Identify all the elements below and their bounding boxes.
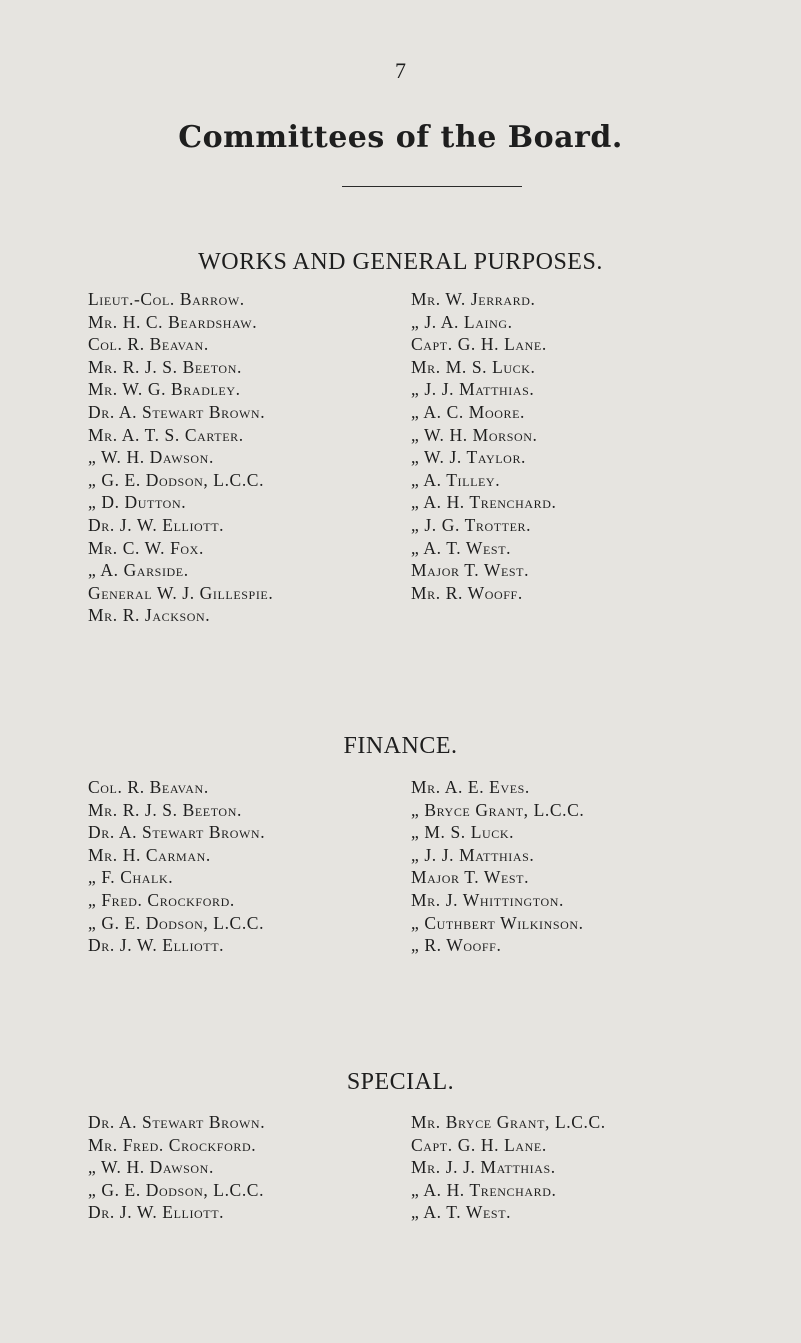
member-name: „ J. A. Laing. — [411, 311, 513, 332]
member-name: Mr. Bryce Grant, L.C.C. — [411, 1112, 606, 1132]
member-name: Mr. H. C. Beardshaw. — [88, 311, 258, 332]
member-name: „ M. S. Luck. — [411, 822, 515, 843]
member-name: „ G. E. Dodson, L.C.C. — [88, 469, 265, 490]
member-name: Lieut.-Col. Barrow. — [88, 289, 245, 309]
member-name: Dr. J. W. Elliott. — [88, 935, 225, 956]
member-name: „ D. Dutton. — [88, 492, 187, 513]
finance-heading: FINANCE. — [343, 733, 458, 759]
member-name: Mr. R. J. S. Beeton. — [88, 356, 242, 377]
member-name: „ J. J. Matthias. — [411, 379, 535, 400]
member-name: „ G. E. Dodson, L.C.C. — [88, 1179, 265, 1200]
member-name: „ Fred. Crockford. — [88, 889, 235, 910]
member-name: „ A. Garside. — [88, 560, 189, 581]
member-name: Mr. W. Jerrard. — [411, 289, 536, 309]
member-name: Major T. West. — [411, 560, 530, 581]
member-name: Capt. G. H. Lane. — [411, 334, 547, 355]
member-name: „ J. G. Trotter. — [411, 514, 532, 535]
member-name: Mr. A. T. S. Carter. — [88, 424, 244, 445]
member-name: „ A. H. Trenchard. — [411, 492, 557, 513]
member-name: „ Cuthbert Wilkinson. — [411, 912, 584, 933]
member-name: Dr. A. Stewart Brown. — [88, 822, 266, 843]
member-name: Col. R. Beavan. — [88, 334, 209, 355]
title-divider — [342, 186, 522, 187]
finance-right-column — [411, 776, 584, 957]
member-name: Major T. West. — [411, 867, 530, 888]
member-name: „ A. H. Trenchard. — [411, 1179, 557, 1200]
finance-left-column — [88, 776, 265, 957]
member-name: Mr. J. Whittington. — [411, 889, 564, 910]
member-name: Mr. J. J. Matthias. — [411, 1157, 556, 1178]
member-name: „ A. C. Moore. — [411, 401, 525, 422]
member-name: Mr. Fred. Crockford. — [88, 1134, 257, 1155]
member-name: Capt. G. H. Lane. — [411, 1134, 547, 1155]
member-name: „ W. J. Taylor. — [411, 447, 527, 468]
member-name: „ G. E. Dodson, L.C.C. — [88, 912, 265, 933]
works-right-column — [411, 288, 557, 604]
member-name: „ A. T. West. — [411, 537, 512, 558]
member-name: Mr. H. Carman. — [88, 844, 211, 865]
member-name: Mr. R. J. S. Beeton. — [88, 799, 242, 820]
member-name: „ F. Chalk. — [88, 867, 174, 888]
special-heading: SPECIAL. — [346, 1069, 455, 1095]
member-name: Mr. C. W. Fox. — [88, 537, 204, 558]
member-name: Mr. R. Jackson. — [88, 605, 211, 626]
member-name: „ J. J. Matthias. — [411, 844, 535, 865]
member-name: „ W. H. Dawson. — [88, 447, 214, 468]
member-name: Mr. A. E. Eves. — [411, 777, 530, 797]
member-name: „ A. Tilley. — [411, 469, 501, 490]
member-name: Col. R. Beavan. — [88, 777, 209, 797]
special-left-column — [88, 1111, 265, 1224]
member-name: „ R. Wooff. — [411, 935, 502, 956]
member-name: „ A. T. West. — [411, 1202, 512, 1223]
works-left-column — [88, 288, 273, 627]
member-name: Mr. R. Wooff. — [411, 582, 523, 603]
member-name: „ Bryce Grant, L.C.C. — [411, 799, 585, 820]
member-name: Mr. W. G. Bradley. — [88, 379, 241, 400]
member-name: Dr. J. W. Elliott. — [88, 514, 225, 535]
page-title: Committees of the Board. — [178, 120, 623, 155]
member-name: „ W. H. Morson. — [411, 424, 538, 445]
member-name: Dr. J. W. Elliott. — [88, 1202, 225, 1223]
member-name: General W. J. Gillespie. — [88, 582, 274, 603]
member-name: Dr. A. Stewart Brown. — [88, 401, 266, 422]
member-name: „ W. H. Dawson. — [88, 1157, 214, 1178]
special-right-column — [411, 1111, 606, 1224]
member-name: Mr. M. S. Luck. — [411, 356, 536, 377]
works-heading: WORKS AND GENERAL PURPOSES. — [198, 249, 603, 275]
page-number: 7 — [395, 58, 406, 83]
member-name: Dr. A. Stewart Brown. — [88, 1112, 266, 1132]
